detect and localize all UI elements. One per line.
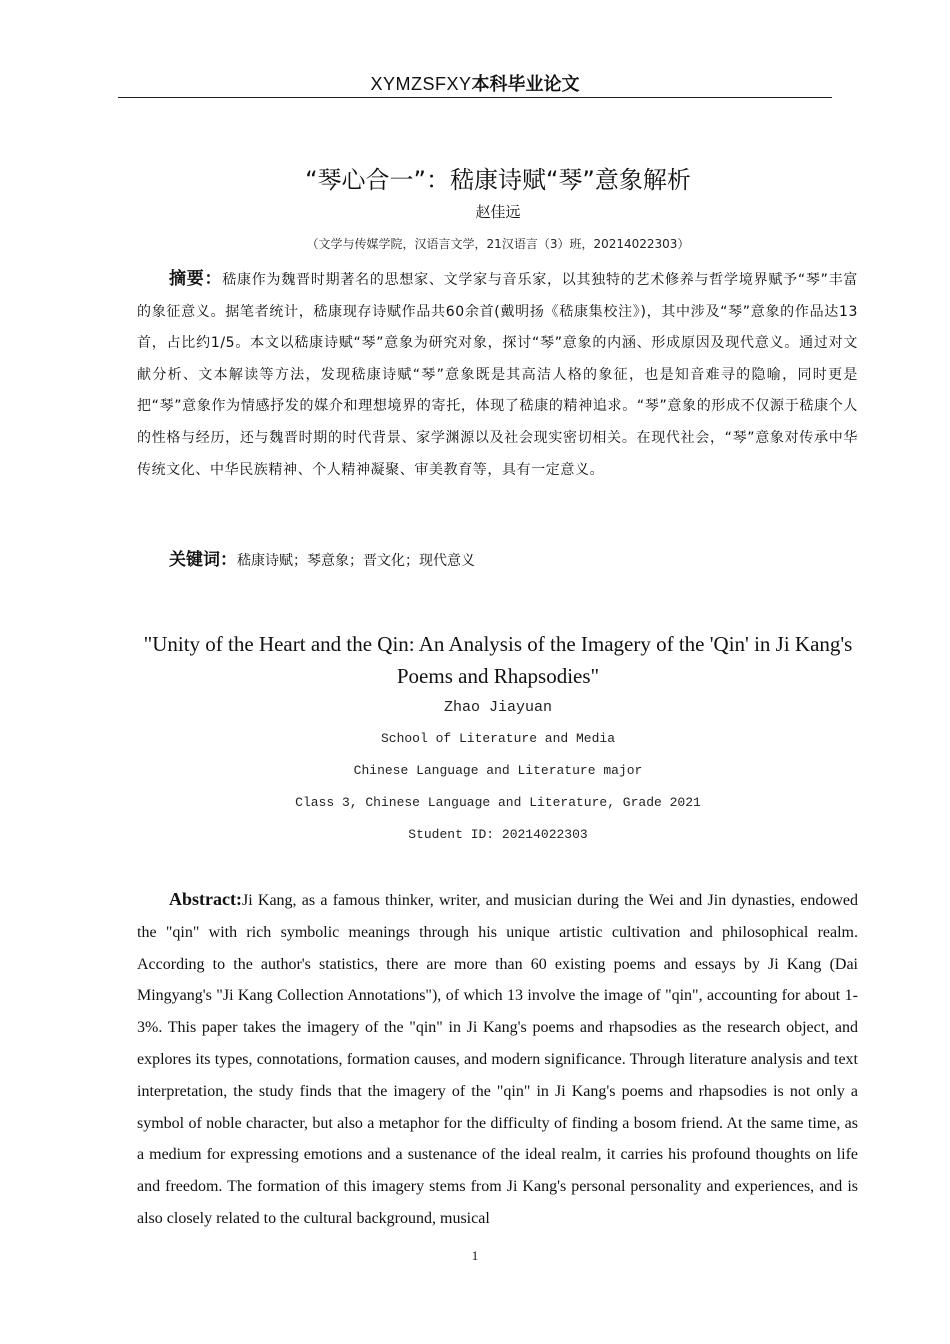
english-class: Class 3, Chinese Language and Literature, Grade 2021	[295, 795, 701, 810]
chinese-abstract	[137, 264, 858, 486]
chinese-author: 赵佳远	[475, 203, 521, 221]
chinese-abstract-text: 嵇康作为魏晋时期著名的思想家、文学家与音乐家，以其独特的艺术修养与哲学境界赋予“琴”丰富的象征意义。据笔者统计，嵇康现存诗赋作品共60余首(戴明扬《嵇康集校注》)，其中涉及“琴”意象的作品达13首，占比约1/5。本文以嵇康诗赋“琴”意象为研究对象，探讨“琴”意象的内涵、形成原因及现代意义。通过对文献分析、文本解读等方法，发现嵇康诗赋“琴”意象既是其高洁人格的象征，也是知音难寻的隐喻，同时更是把“琴”意象作为情感抒发的媒介和理想境界的寄托，体现了嵇康的精神追求。“琴”意象的形成不仅源于嵇康个人的性格与经历，还与魏晋时期的时代背景、家学渊源以及社会现实密切相关。在现代社会，“琴”意象对传承中华传统文化、中华民族精神、个人精神凝聚、审美教育等，具有一定意义。	[137, 272, 858, 478]
english-abstract	[137, 884, 858, 1235]
page-header	[118, 72, 832, 98]
chinese-title: “琴心合一”：嵇康诗赋“琴”意象解析	[305, 166, 691, 194]
chinese-abstract-label: 摘要：	[169, 269, 223, 289]
english-title: "Unity of the Heart and the Qin: An Analysis of the Imagery of the 'Qin' in Ji Kang's Poems and Rhapsodies"	[143, 632, 853, 688]
header-school-code: XYMZSFXY	[370, 74, 472, 94]
chinese-keywords-text: 嵇康诗赋；琴意象；晋文化；现代意义	[237, 553, 475, 569]
english-author: Zhao Jiayuan	[443, 699, 553, 716]
chinese-affiliation: （文学与传媒学院，汉语言文学，21汉语言（3）班，20214022303）	[306, 237, 690, 251]
english-school: School of Literature and Media	[380, 731, 616, 746]
english-major: Chinese Language and Literature major	[353, 763, 643, 778]
english-student-id: Student ID: 20214022303	[408, 827, 588, 842]
chinese-keywords-label: 关键词：	[169, 550, 237, 570]
chinese-keywords	[137, 547, 858, 574]
english-abstract-text: Ji Kang, as a famous thinker, writer, and musician during the Wei and Jin dynasties, endowed the "qin" with rich symbolic meanings through his unique artistic cultivation and philosophical realm. According to the author's statistics, there are more than 60 existing poems and essays by Ji Kang (Dai Mingyang's "Ji Kang Collection Annotations"), of which 13 involve the image of "qin", accounting for about 1-3%. This paper takes the imagery of the "qin" in Ji Kang's poems and rhapsodies as the research object, and explores its types, connotations, formation causes, and modern significance. Through literature analysis and text interpretation, the study finds that the imagery of the "qin" in Ji Kang's poems and rhapsodies is not only a symbol of noble character, but also a metaphor for the difficulty of finding a bosom friend. At the same time, as a medium for expressing emotions and a sustenance of the ideal realm, it carries his profound thoughts on life and freedom. The formation of this imagery stems from Ji Kang's personal personality and experiences, and is also closely related to the cultural background, musical	[137, 892, 858, 1227]
header-doc-type: 本科毕业论文	[471, 74, 580, 95]
english-abstract-label: Abstract:	[169, 889, 242, 909]
page-number: 1	[471, 1248, 479, 1263]
